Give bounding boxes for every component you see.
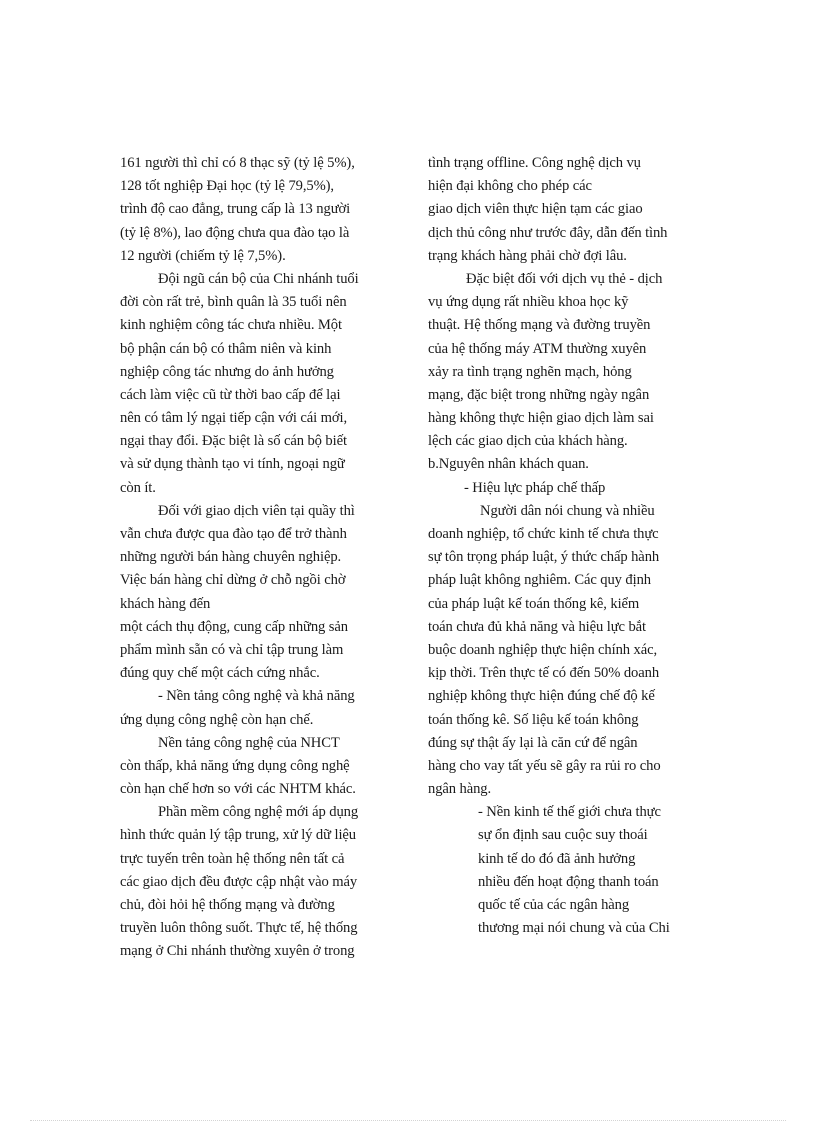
- text-line: phẩm mình sẵn có và chỉ tập trung làm: [120, 641, 344, 658]
- text-line: hình thức quản lý tập trung, xử lý dữ liệu: [120, 827, 356, 844]
- text-line: buộc doanh nghiệp thực hiện chính xác,: [428, 641, 658, 658]
- text-line: của pháp luật kế toán thống kê, kiểm: [428, 595, 640, 612]
- text-line: - Nền tảng công nghệ và khả năng: [158, 688, 355, 705]
- text-line: hàng cho vay tất yếu sẽ gây ra rủi ro cho: [428, 757, 661, 774]
- text-line: và sử dụng thành tạo vi tính, ngoại ngữ: [120, 456, 345, 473]
- text-line: của hệ thống máy ATM thường xuyên: [428, 340, 647, 357]
- text-line: Đối với giao dịch viên tại quầy thì: [158, 502, 355, 519]
- text-line: giao dịch viên thực hiện tạm các giao: [428, 201, 643, 218]
- text-line: trình độ cao đẳng, trung cấp là 13 người: [120, 201, 351, 218]
- text-line: chủ, đòi hỏi hệ thống mạng và đường: [120, 897, 335, 913]
- text-line: Phần mềm công nghệ mới áp dụng: [158, 804, 359, 821]
- text-line: pháp luật không nghiêm. Các quy định: [428, 572, 651, 589]
- text-line: Nền tảng công nghệ của NHCT: [158, 734, 340, 751]
- text-line: khách hàng đến: [120, 595, 211, 612]
- text-line: - Nền kinh tế thế giới chưa thực: [478, 804, 661, 821]
- text-line: toán chưa đủ khả năng và hiệu lực bắt: [428, 618, 646, 635]
- text-line: đời còn rất trẻ, bình quân là 35 tuổi nên: [120, 294, 347, 311]
- text-line: các giao dịch đều được cập nhật vào máy: [120, 873, 358, 890]
- text-line: mạng ở Chi nhánh thường xuyên ở trong: [120, 943, 355, 960]
- text-line: hiện đại không cho phép các: [428, 178, 592, 195]
- text-line: thương mại nói chung và của Chi: [478, 920, 670, 937]
- text-line: tình trạng offline. Công nghệ dịch vụ: [428, 155, 641, 171]
- text-line: bộ phận cán bộ có thâm niên và kinh: [120, 340, 332, 357]
- text-line: 128 tốt nghiệp Đại học (tỷ lệ 79,5%),: [120, 178, 334, 195]
- text-line: nghiệp công tác nhưng do ảnh hưởng: [120, 363, 334, 380]
- text-line: toán thống kê. Số liệu kế toán không: [428, 711, 639, 728]
- text-line: một cách thụ động, cung cấp những sản: [120, 618, 348, 635]
- text-line: 12 người (chiếm tỷ lệ 7,5%).: [120, 247, 286, 264]
- text-line: hàng không thực hiện giao dịch làm sai: [428, 410, 654, 427]
- text-line: Việc bán hàng chỉ dừng ở chỗ ngồi chờ: [120, 572, 346, 589]
- left-text-column: [120, 152, 390, 964]
- text-line: trực tuyến trên toàn hệ thống nên tất cả: [120, 850, 345, 867]
- text-line: Đội ngũ cán bộ của Chi nhánh tuổi: [158, 270, 359, 287]
- page-bottom-divider: [30, 1120, 786, 1121]
- text-line: (tỷ lệ 8%), lao động chưa qua đào tạo là: [120, 224, 350, 241]
- text-line: sự ổn định sau cuộc suy thoái: [478, 827, 648, 844]
- text-line: còn ít.: [120, 479, 156, 496]
- right-text-column: [428, 152, 698, 940]
- text-line: mạng, đặc biệt trong những ngày ngân: [428, 386, 650, 403]
- text-line: kinh nghiệm công tác chưa nhiều. Một: [120, 317, 342, 334]
- text-line: nên có tâm lý ngại tiếp cận với cái mới,: [120, 410, 348, 427]
- text-line: vẫn chưa được qua đào tạo để trở thành: [120, 526, 347, 542]
- text-line: quốc tế của các ngân hàng: [478, 897, 630, 913]
- text-line: ngân hàng.: [428, 781, 492, 798]
- text-line: đúng quy chế một cách cứng nhắc.: [120, 665, 320, 682]
- text-line: b.Nguyên nhân khách quan.: [428, 456, 589, 473]
- text-line: vụ ứng dụng rất nhiều khoa học kỹ: [428, 294, 629, 311]
- text-line: ứng dụng công nghệ còn hạn chế.: [120, 711, 314, 728]
- text-line: những người bán hàng chuyên nghiệp.: [120, 549, 342, 566]
- text-line: cách làm việc cũ từ thời bao cấp để lại: [120, 386, 341, 403]
- text-line: sự tôn trọng pháp luật, ý thức chấp hành: [428, 549, 660, 566]
- text-line: nhiều đến hoạt động thanh toán: [478, 873, 659, 890]
- text-line: truyền luôn thông suốt. Thực tế, hệ thống: [120, 920, 358, 937]
- text-line: trạng khách hàng phải chờ đợi lâu.: [428, 247, 627, 264]
- text-line: nghiệp không thực hiện đúng chế độ kế: [428, 688, 655, 705]
- text-line: Người dân nói chung và nhiều: [480, 502, 655, 519]
- text-line: doanh nghiệp, tổ chức kinh tế chưa thực: [428, 526, 659, 542]
- text-line: kinh tế do đó đã ảnh hưởng: [478, 850, 636, 867]
- text-line: đúng sự thật ấy lại là căn cứ để ngân: [428, 734, 638, 751]
- text-line: ngại thay đổi. Đặc biệt là số cán bộ biết: [120, 433, 347, 450]
- text-line: 161 người thì chỉ có 8 thạc sỹ (tỷ lệ 5%),: [120, 155, 355, 171]
- text-line: lệch các giao dịch của khách hàng.: [428, 433, 628, 450]
- text-line: còn hạn chế hơn so với các NHTM khác.: [120, 781, 356, 798]
- text-line: kịp thời. Trên thực tế có đến 50% doanh: [428, 665, 660, 682]
- text-line: dịch thủ công như trước đây, dẫn đến tình: [428, 224, 668, 241]
- text-line: Đặc biệt đối với dịch vụ thẻ - dịch: [466, 270, 663, 287]
- text-line: còn thấp, khả năng ứng dụng công nghệ: [120, 757, 350, 774]
- text-line: - Hiệu lực pháp chế thấp: [464, 479, 606, 496]
- text-line: thuật. Hệ thống mạng và đường truyền: [428, 317, 651, 334]
- text-line: xảy ra tình trạng nghẽn mạch, hỏng: [428, 363, 632, 380]
